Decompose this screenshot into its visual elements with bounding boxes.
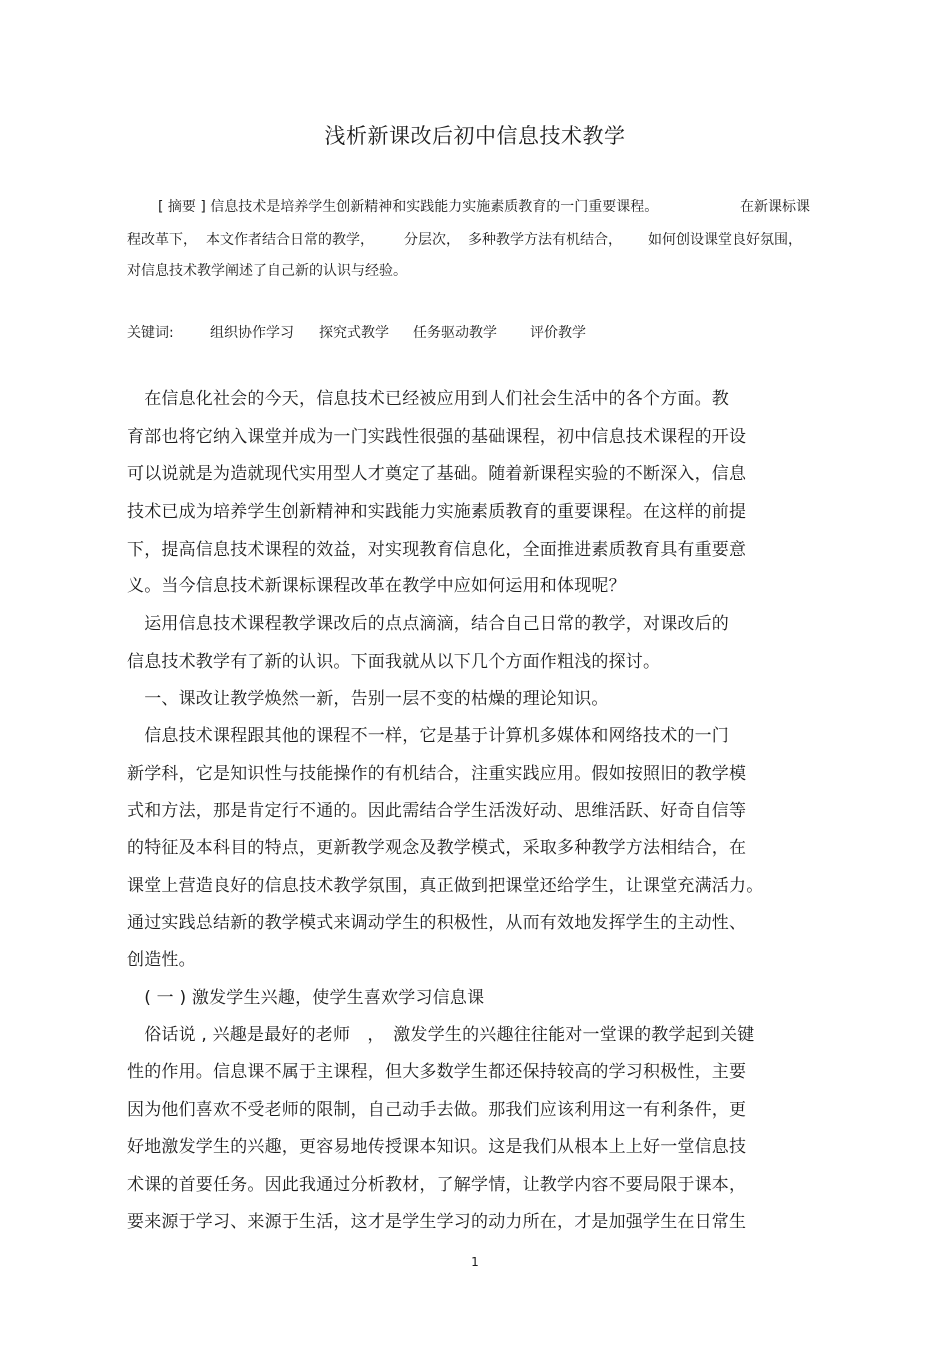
body-line: 好地激发学生的兴趣，更容易地传授课本知识。这是我们从根本上上好一堂信息技 xyxy=(127,1137,747,1157)
body-line: 技术已成为培养学生创新精神和实践能力实施素质教育的重要课程。在这样的前提 xyxy=(127,502,747,522)
body-line: 课堂上营造良好的信息技术教学氛围，真正做到把课堂还给学生，让课堂充满活力。 xyxy=(127,876,764,896)
abstract-line-2c: 分层次， xyxy=(404,232,460,248)
page-number: 1 xyxy=(471,1255,479,1269)
body-line: 俗话说 , 兴趣是最好的老师 ， 激发学生的兴趣往往能对一堂课的教学起到关键 xyxy=(127,1025,755,1045)
abstract-line-2d: 多种教学方法有机结合， xyxy=(468,232,622,248)
keyword-item: 任务驱动教学 xyxy=(413,325,497,341)
body-line: 运用信息技术课程教学课改后的点点滴滴，结合自己日常的教学，对课改后的 xyxy=(127,614,729,634)
subsection-heading: ( 一 ) 激发学生兴趣，使学生喜欢学习信息课 xyxy=(127,988,485,1008)
keyword-item: 组织协作学习 xyxy=(210,325,294,341)
keywords-label: 关键词: xyxy=(127,325,174,341)
body-line: 性的作用。信息课不属于主课程，但大多数学生都还保持较高的学习积极性，主要 xyxy=(127,1062,747,1082)
body-line: 信息技术教学有了新的认识。下面我就从以下几个方面作粗浅的探讨。 xyxy=(127,652,661,672)
abstract-line-3: 对信息技术教学阐述了自己新的认识与经验。 xyxy=(127,263,407,279)
body-line: 式和方法，那是肯定行不通的。因此需结合学生活泼好动、思维活跃、好奇自信等 xyxy=(127,801,747,821)
keyword-item: 评价教学 xyxy=(530,325,586,341)
page-title: 浅析新课改后初中信息技术教学 xyxy=(324,124,626,148)
body-line: 要来源于学习、来源于生活，这才是学生学习的动力所在，才是加强学生在日常生 xyxy=(127,1212,747,1232)
body-line: 的特征及本科目的特点，更新教学观念及教学模式，采取多种教学方法相结合，在 xyxy=(127,838,747,858)
body-line: 创造性。 xyxy=(127,950,196,970)
body-line: 因为他们喜欢不受老师的限制，自己动手去做。那我们应该利用这一有利条件，更 xyxy=(127,1100,747,1120)
keyword-item: 探究式教学 xyxy=(319,325,389,341)
body-line: 可以说就是为造就现代实用型人才奠定了基础。随着新课程实验的不断深入，信息 xyxy=(127,464,747,484)
body-line: 新学科，它是知识性与技能操作的有机结合，注重实践应用。假如按照旧的教学模 xyxy=(127,764,747,784)
abstract-line-1a: [ 摘要 ] 信息技术是培养学生创新精神和实践能力实施素质教育的一门重要课程。 xyxy=(158,199,659,215)
section-heading: 一、课改让教学焕然一新，告别一层不变的枯燥的理论知识。 xyxy=(127,689,609,709)
body-line: 通过实践总结新的教学模式来调动学生的积极性，从而有效地发挥学生的主动性、 xyxy=(127,913,747,933)
body-line: 信息技术课程跟其他的课程不一样，它是基于计算机多媒体和网络技术的一门 xyxy=(127,726,729,746)
body-line: 术课的首要任务。因此我通过分析教材，了解学情，让教学内容不要局限于课本， xyxy=(127,1175,747,1195)
abstract-line-1b: 在新课标课 xyxy=(740,199,810,215)
body-line: 义。当今信息技术新课标课程改革在教学中应如何运用和体现呢？ xyxy=(127,576,626,596)
body-line: 育部也将它纳入课堂并成为一门实践性很强的基础课程，初中信息技术课程的开设 xyxy=(127,427,747,447)
abstract-line-2b: 本文作者结合日常的教学， xyxy=(206,232,374,248)
abstract-line-2a: 程改革下， xyxy=(127,232,197,248)
body-line: 下，提高信息技术课程的效益，对实现教育信息化，全面推进素质教育具有重要意 xyxy=(127,540,747,560)
body-line: 在信息化社会的今天，信息技术已经被应用到人们社会生活中的各个方面。教 xyxy=(127,389,729,409)
abstract-line-2e: 如何创设课堂良好氛围， xyxy=(648,232,802,248)
